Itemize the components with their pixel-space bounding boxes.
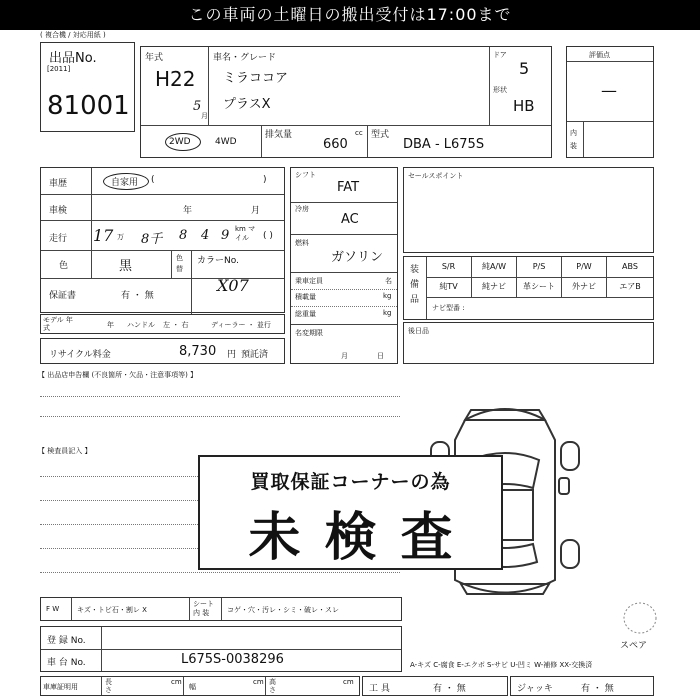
garage-cert-row: 車庫証明用 長 さ cm 幅 cm 高 さ cm bbox=[40, 676, 360, 696]
shift-value: FAT bbox=[337, 180, 360, 195]
doors-label: ドア bbox=[493, 51, 507, 59]
mileage-label: 走行 bbox=[49, 234, 68, 244]
drive-4wd: 4WD bbox=[215, 137, 237, 147]
damage-codes: A-キズ C-腐食 E-エクボ S-サビ U-凹ミ W-補修 XX-交換済 bbox=[410, 661, 593, 669]
displacement-unit: cc bbox=[355, 129, 363, 137]
sales-point-box: セールスポイント bbox=[403, 167, 654, 253]
grade-label: 評価点 bbox=[589, 51, 610, 59]
spare-tire-icon bbox=[620, 600, 660, 638]
fw-legend-row: F W キズ・トビ石・割レ X シート 内 装 コゲ・穴・汚レ・シミ・破レ・スレ bbox=[40, 597, 402, 621]
model-row: モデル 年式 年 ハンドル 左 ・ 右 ディーラー ・ 並行 bbox=[40, 314, 285, 334]
vehicle-info-box bbox=[140, 46, 552, 158]
wheel-rear-right bbox=[561, 540, 579, 568]
displacement-label: 排気量 bbox=[265, 130, 293, 140]
registration-box: 登 録 No. 車 台 No. L675S-0038296 bbox=[40, 626, 402, 672]
unexamined-stamp bbox=[198, 455, 503, 570]
model-year-era: H22 bbox=[155, 67, 196, 91]
lot-number: 81001 bbox=[47, 91, 130, 121]
warranty-label: 保証書 bbox=[49, 291, 77, 301]
mileage-v4: 4 bbox=[201, 228, 210, 243]
stamp-line2: 未検査 bbox=[248, 508, 477, 568]
mirror-right bbox=[559, 478, 569, 494]
inspector-notes-header: 【 検査員記入 】 bbox=[38, 447, 92, 455]
shaken-label: 車検 bbox=[49, 206, 68, 216]
warranty-value: 有 ・ 無 bbox=[121, 291, 154, 301]
shaken-year: 年 bbox=[183, 206, 193, 216]
recycle-value: 8,730 bbox=[179, 344, 217, 359]
body-shape-value: HB bbox=[513, 97, 535, 115]
ac-value: AC bbox=[341, 212, 359, 227]
recycle-row: リサイクル料金 8,730 円 預託済 bbox=[40, 338, 285, 364]
lot-year-stamp: [2011] bbox=[47, 65, 71, 73]
displacement-value: 660 bbox=[323, 137, 348, 152]
type-label: 型式 bbox=[371, 130, 390, 140]
mileage-v3: 8 bbox=[179, 228, 188, 243]
form-type: ( 複合機 / 対応用紙 ) bbox=[40, 31, 106, 39]
model-year-month-unit: 月 bbox=[201, 112, 208, 120]
details-middle: シフト FAT 冷房 AC 燃料 ガソリン 乗車定員 名 積載量 kg 総重量 kg 名変期限 月 日 bbox=[290, 167, 398, 364]
chassis-value: L675S-0038296 bbox=[181, 652, 284, 667]
seller-notes-header: 【 出品店申告欄 (不良箇所・欠品・注意事項等) 】 bbox=[38, 371, 198, 379]
model-year-month: 5 bbox=[193, 99, 202, 114]
details-left: 車歴 自家用 ( ) 車検 年 月 走行 17 万 8千 8 4 9 km マイル ( ) 色 黒 色替 カラーNo. X07 保証書 有 ・ 無 bbox=[40, 167, 285, 313]
interior-label: 内装 bbox=[570, 129, 577, 150]
equip-row-1: S/R 純A/W P/S P/W ABS bbox=[426, 257, 653, 277]
type-value: DBA - L675S bbox=[403, 137, 485, 152]
mileage-v2: 8千 bbox=[141, 232, 163, 247]
mileage-v1: 17 bbox=[93, 226, 114, 245]
body-shape-label: 形状 bbox=[493, 86, 507, 94]
shaken-month: 月 bbox=[251, 206, 261, 216]
color-label: 色 bbox=[59, 261, 69, 271]
car-name-line2: プラスX bbox=[223, 97, 271, 112]
color-no-value: X07 bbox=[217, 276, 249, 295]
jack-box: ジャッキ 有 ・ 無 bbox=[510, 676, 654, 696]
drive-2wd: 2WD bbox=[169, 137, 191, 147]
lot-box bbox=[40, 42, 135, 132]
spare-label: スペア bbox=[620, 641, 648, 651]
notice-banner: この車両の土曜日の搬出受付は17:00まで bbox=[0, 0, 700, 30]
aftermarket-box: 後日品 bbox=[403, 322, 654, 364]
wheel-front-right bbox=[561, 442, 579, 470]
grade-box bbox=[566, 46, 654, 158]
history-value: 自家用 bbox=[111, 178, 139, 188]
mileage-unit: km マイル bbox=[235, 225, 256, 242]
color-change-label: 色替 bbox=[176, 254, 183, 273]
color-value: 黒 bbox=[119, 259, 133, 274]
lot-label: 出品No. bbox=[49, 51, 97, 66]
fuel-value: ガソリン bbox=[331, 250, 384, 265]
car-name-label: 車名・グレード bbox=[213, 53, 277, 63]
stamp-line1: 買取保証コーナーの為 bbox=[250, 471, 451, 493]
doors-value: 5 bbox=[519, 59, 530, 78]
car-name-line1: ミラココア bbox=[223, 71, 289, 86]
mileage-v5: 9 bbox=[221, 228, 230, 243]
color-no-label: カラーNo. bbox=[197, 256, 239, 266]
equip-row-2: 純TV 純ナビ 革シート 外ナビ エアB bbox=[426, 277, 653, 297]
history-label: 車歴 bbox=[49, 179, 68, 189]
equipment-box: 装 備 品 S/R 純A/W P/S P/W ABS 純TV 純ナビ 革シート 外ナビ エアB ナビ型番 : bbox=[403, 256, 654, 320]
grade-value: — bbox=[601, 81, 617, 100]
model-year-label: 年式 bbox=[145, 53, 164, 63]
tools-box: 工 具 有 ・ 無 bbox=[362, 676, 508, 696]
